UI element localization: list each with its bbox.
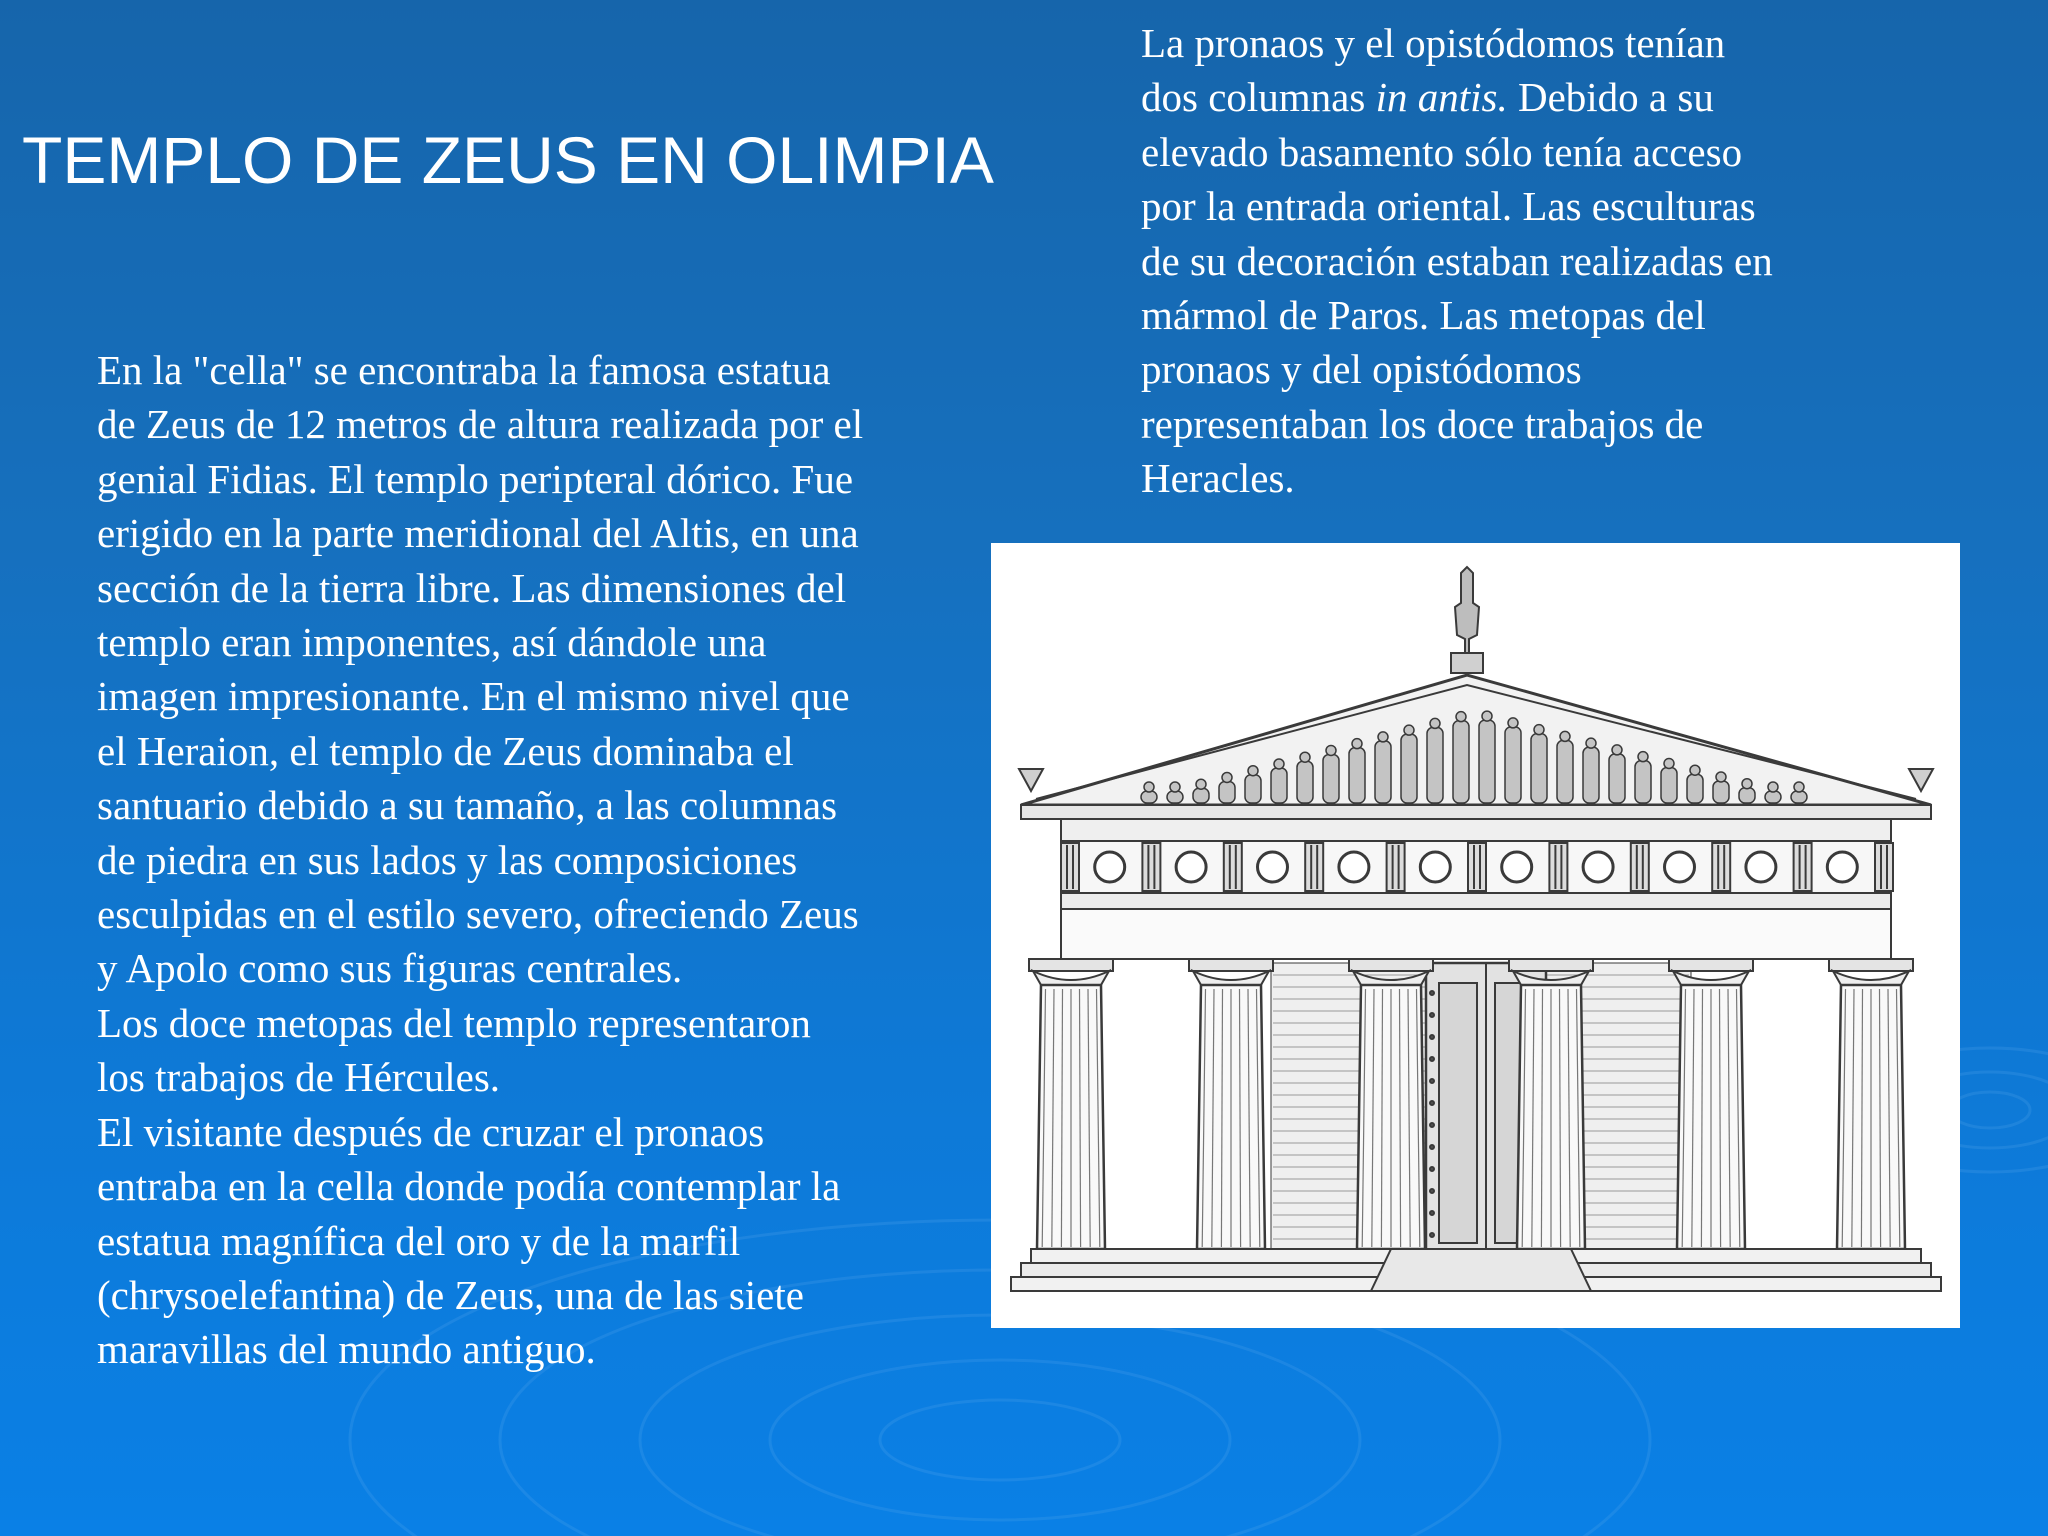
triglyph: [1305, 843, 1323, 891]
pediment-figure-head: [1170, 782, 1180, 792]
pediment-figure-head: [1196, 779, 1206, 789]
door-stud: [1430, 991, 1434, 995]
pediment-figure-head: [1768, 782, 1778, 792]
text-line: y Apolo como sus figuras centrales.: [97, 945, 683, 992]
pediment-figure-head: [1534, 725, 1544, 735]
pediment-figure: [1635, 761, 1651, 803]
door-stud: [1430, 1013, 1434, 1017]
pediment-figure: [1531, 734, 1547, 803]
text-line: de Zeus de 12 metros de altura realizada por el: [97, 401, 864, 448]
text-line: imagen impresionante. En el mismo nivel que: [97, 673, 850, 720]
text-line: por la entrada oriental. Las esculturas: [1141, 183, 1756, 230]
triglyph: [1142, 843, 1160, 891]
text-line: el Heraion, el templo de Zeus dominaba el: [97, 727, 794, 774]
pediment-figure-head: [1482, 711, 1492, 721]
pediment-figure: [1375, 741, 1391, 803]
pediment-figure: [1791, 791, 1807, 803]
text-line: de piedra en sus lados y las composiciones: [97, 836, 798, 883]
pediment-figure: [1505, 727, 1521, 803]
pediment-figure-head: [1664, 758, 1674, 768]
pediment-figure-head: [1326, 745, 1336, 755]
text-line: pronaos y del opistódomos: [1141, 346, 1582, 393]
pediment-figure-head: [1222, 772, 1232, 782]
pediment-figure: [1219, 781, 1235, 803]
doric-column: [1669, 959, 1753, 1249]
pediment-figure: [1141, 791, 1157, 803]
text-line: de su decoración estaban realizadas en: [1141, 237, 1773, 284]
text-line: erigido en la parte meridional del Altis, en una: [97, 510, 859, 557]
pediment-figure-head: [1612, 745, 1622, 755]
left-text-block: [97, 343, 977, 1377]
pediment-figure: [1245, 775, 1261, 803]
text-line: representaban los doce trabajos de: [1141, 400, 1704, 447]
pediment-figure-head: [1456, 712, 1466, 722]
pediment-figure: [1661, 767, 1677, 803]
pediment-figure: [1297, 761, 1313, 803]
metope-disc: [1095, 852, 1125, 882]
pediment-figure-head: [1248, 766, 1258, 776]
text-fragment: Debido a su: [1507, 74, 1714, 121]
doric-column: [1509, 959, 1593, 1249]
italic-term: in antis.: [1375, 74, 1508, 121]
text-line: El visitante después de cruzar el pronaos: [97, 1108, 765, 1155]
door-stud: [1430, 1167, 1434, 1171]
pediment-figure: [1193, 788, 1209, 803]
door-stud: [1430, 1123, 1434, 1127]
triglyph: [1387, 843, 1405, 891]
metope-disc: [1258, 852, 1288, 882]
text-line: estatua magnífica del oro y de la marfil: [97, 1217, 741, 1264]
pediment-figure-head: [1508, 718, 1518, 728]
triglyph: [1794, 843, 1812, 891]
pediment-figure-head: [1144, 782, 1154, 792]
door-stud: [1430, 1211, 1434, 1215]
right-text-block: [1141, 16, 2021, 506]
metope-disc: [1665, 852, 1695, 882]
metope-disc: [1420, 852, 1450, 882]
acroterion-statue: [1451, 567, 1483, 673]
pediment-figure-head: [1274, 759, 1284, 769]
text-line: entraba en la cella donde podía contemplar la: [97, 1163, 841, 1210]
pediment-figure-head: [1404, 725, 1414, 735]
metope-disc: [1176, 852, 1206, 882]
pediment-figure: [1739, 788, 1755, 803]
pediment-figure: [1687, 774, 1703, 803]
doric-column: [1029, 959, 1113, 1249]
pediment-figure: [1479, 720, 1495, 803]
text-line: genial Fidias. El templo peripteral dórico. Fue: [97, 455, 854, 502]
pediment-figure-head: [1638, 752, 1648, 762]
pediment-figure: [1713, 781, 1729, 803]
pediment-figure: [1401, 734, 1417, 803]
text-line: La pronaos y el opistódomos tenían: [1141, 20, 1726, 66]
triglyph: [1468, 843, 1486, 891]
text-line: esculpidas en el estilo severo, ofreciendo Zeus: [97, 891, 859, 938]
slide-title: TEMPLO DE ZEUS EN OLIMPIA: [22, 123, 994, 197]
triglyph: [1631, 843, 1649, 891]
pediment-figure-head: [1430, 718, 1440, 728]
pediment-figure-head: [1378, 732, 1388, 742]
pediment-figure: [1427, 727, 1443, 803]
metope-disc: [1339, 852, 1369, 882]
text-line: sección de la tierra libre. Las dimensiones del: [97, 564, 847, 611]
pediment-figure-head: [1794, 782, 1804, 792]
pediment-figure: [1453, 721, 1469, 803]
doric-column: [1349, 959, 1433, 1249]
text-line: (chrysoelefantina) de Zeus, una de las siete: [97, 1271, 804, 1318]
pediment-figure-head: [1352, 739, 1362, 749]
pediment-figure: [1765, 791, 1781, 803]
pediment-figure-head: [1560, 731, 1570, 741]
metope-disc: [1502, 852, 1532, 882]
doric-column: [1189, 959, 1273, 1249]
text-line: mármol de Paros. Las metopas del: [1141, 292, 1706, 339]
door-stud: [1430, 1057, 1434, 1061]
pediment-figure-head: [1586, 738, 1596, 748]
pediment-figure-head: [1716, 772, 1726, 782]
text-line: santuario debido a su tamaño, a las columnas: [97, 782, 838, 829]
text-fragment: dos columnas: [1141, 74, 1376, 121]
text-line: En la "cella" se encontraba la famosa estatua: [97, 347, 831, 393]
text-line: elevado basamento sólo tenía acceso: [1141, 128, 1743, 175]
pediment-figure-head: [1742, 779, 1752, 789]
pediment-figure: [1583, 747, 1599, 803]
text-line: [1141, 70, 2021, 124]
triglyph: [1875, 843, 1893, 891]
pediment-figure: [1349, 748, 1365, 803]
frieze: [1061, 819, 1893, 959]
triglyph: [1549, 843, 1567, 891]
pediment-figure: [1557, 740, 1573, 803]
door-stud: [1430, 1101, 1434, 1105]
pediment-figure: [1271, 768, 1287, 803]
metope-disc: [1746, 852, 1776, 882]
doric-column: [1829, 959, 1913, 1249]
triglyph: [1224, 843, 1242, 891]
pediment-figure: [1167, 791, 1183, 803]
stylobate-steps: [1011, 1249, 1941, 1291]
metope-disc: [1583, 852, 1613, 882]
text-line: Los doce metopas del templo representaron: [97, 999, 811, 1046]
temple-illustration: [991, 543, 1960, 1328]
door-stud: [1430, 1079, 1434, 1083]
door-stud: [1430, 1189, 1434, 1193]
metope-disc: [1827, 852, 1857, 882]
temple-drawing: [991, 543, 1960, 1328]
pediment-figure: [1609, 754, 1625, 803]
pediment-figure: [1323, 754, 1339, 803]
triglyph: [1712, 843, 1730, 891]
door-stud: [1430, 1035, 1434, 1039]
pediment-figure-head: [1300, 752, 1310, 762]
text-line: maravillas del mundo antiguo.: [97, 1326, 596, 1373]
text-line: templo eran imponentes, así dándole una: [97, 619, 767, 666]
door-stud: [1430, 1233, 1434, 1237]
triglyph: [1061, 843, 1079, 891]
text-line: Heracles.: [1141, 455, 1295, 502]
pediment-figure-head: [1690, 765, 1700, 775]
text-line: los trabajos de Hércules.: [97, 1054, 501, 1101]
door-stud: [1430, 1145, 1434, 1149]
